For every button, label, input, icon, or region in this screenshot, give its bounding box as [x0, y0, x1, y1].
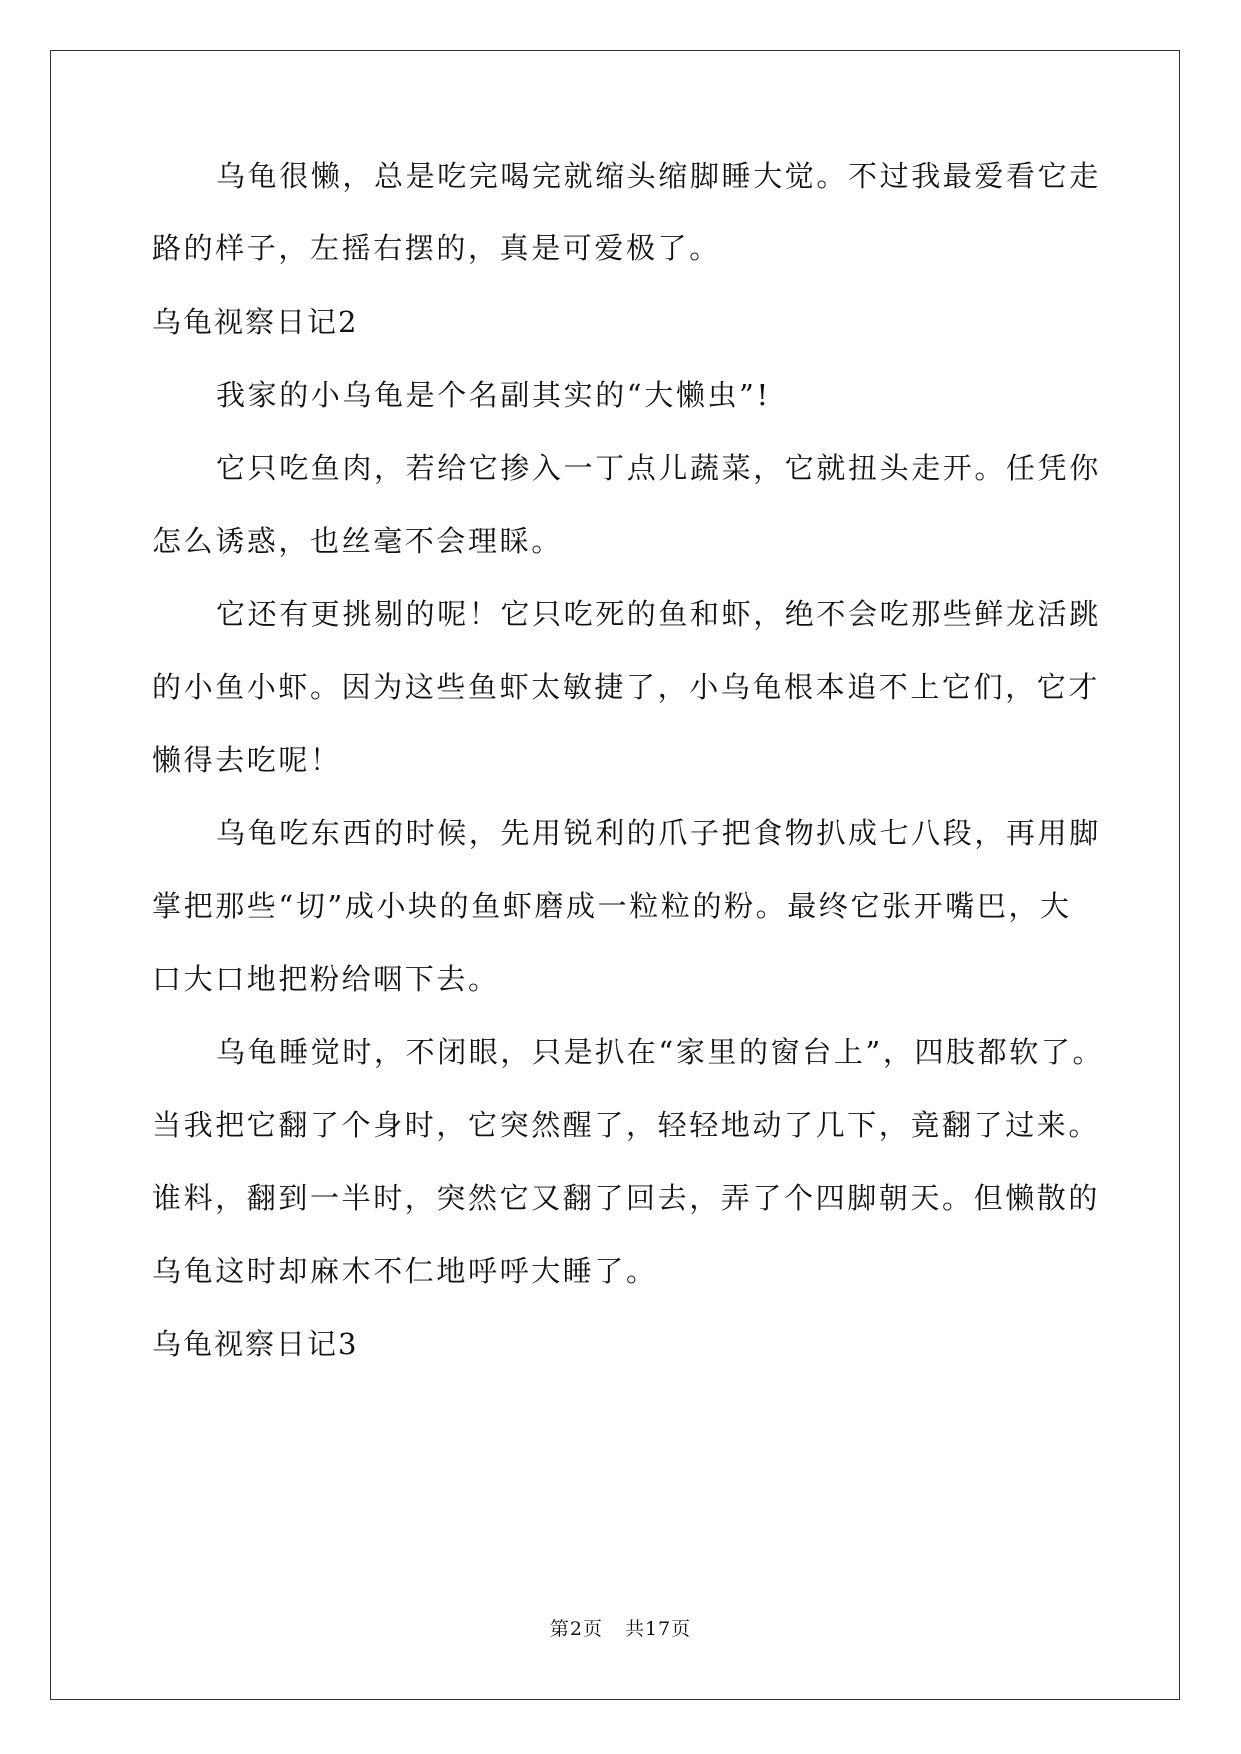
section-heading: 乌龟视察日记2 [152, 305, 359, 339]
paragraph-line: 路的样子，左摇右摆的，真是可爱极了。 [152, 231, 721, 265]
paragraph-line: 它只吃鱼肉，若给它掺入一丁点儿蔬菜，它就扭头走开。任凭你 [216, 451, 1101, 485]
section-heading: 乌龟视察日记3 [152, 1327, 359, 1361]
paragraph-line: 乌龟这时却麻木不仁地呼呼大睡了。 [152, 1254, 658, 1288]
paragraph-line: 懒得去吃呢！ [152, 743, 342, 777]
paragraph-line: 乌龟吃东西的时候，先用锐利的爪子把食物扒成七八段，再用脚 [216, 816, 1101, 850]
paragraph-line: 它还有更挑剔的呢！它只吃死的鱼和虾，绝不会吃那些鲜龙活跳 [216, 597, 1101, 631]
paragraph-line: 的小鱼小虾。因为这些鱼虾太敏捷了，小乌龟根本追不上它们，它才 [152, 670, 1101, 704]
page-number: 第2页 [549, 1618, 603, 1640]
paragraph-line: 谁料，翻到一半时，突然它又翻了回去，弄了个四脚朝天。但懒散的 [152, 1181, 1101, 1215]
page-border [50, 50, 1180, 1700]
paragraph-line: 我家的小乌龟是个名副其实的“大懒虫”! [216, 378, 771, 412]
page-total: 共17页 [624, 1618, 692, 1640]
paragraph-line: 掌把那些“切”成小块的鱼虾磨成一粒粒的粉。最终它张开嘴巴，大 [152, 889, 1072, 923]
paragraph-line: 当我把它翻了个身时，它突然醒了，轻轻地动了几下，竟翻了过来。 [152, 1108, 1101, 1142]
paragraph-line: 怎么诱惑，也丝毫不会理睬。 [152, 524, 563, 558]
paragraph-line: 乌龟睡觉时，不闭眼，只是扒在“家里的窗台上”，四肢都软了。 [216, 1035, 1105, 1069]
paragraph-line: 口大口地把粉给咽下去。 [152, 962, 500, 996]
page-footer [0, 1614, 1241, 1641]
paragraph-line: 乌龟很懒，总是吃完喝完就缩头缩脚睡大觉。不过我最爱看它走 [216, 159, 1101, 193]
